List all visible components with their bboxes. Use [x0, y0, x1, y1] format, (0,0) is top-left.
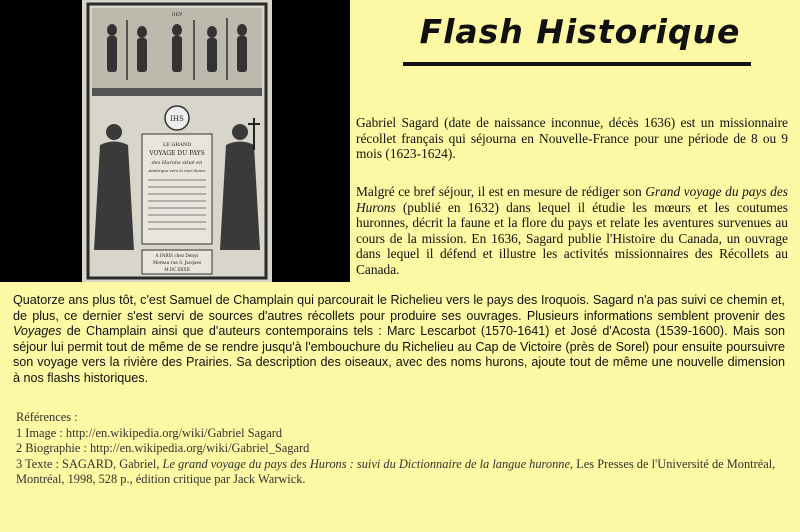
paragraph-grand-voyage: [356, 184, 788, 278]
p2-text-a: Malgré ce bref séjour, il est en mesure de rédiger son: [356, 184, 646, 199]
reference-text-a: 3 Texte : SAGARD, Gabriel,: [16, 456, 163, 471]
imprint-line-1: A PARIS chez Denys: [155, 253, 199, 258]
p3-text-a: Quatorze ans plus tôt, c'est Samuel de Champlain qui parcourait le Richelieu vers le pays des Iroquois. Sagard n'a pas suivi ce chemin et, de plus, ce dernier s'est servi de sources d'autres récollets pour produire ses ouvrages. Plusieurs informations semblent provenir des: [13, 293, 785, 323]
references-heading: Références :: [16, 410, 78, 424]
imprint-line-3: M.DC.XXXII: [164, 267, 190, 272]
top-mark: יהוה: [171, 11, 183, 18]
p2-text-b: (publié en 1632) dans lequel il étudie les mœurs et les coutumes huronnes, décrit la faune et la flore du pays et relate les aventures survenues au cours de la mission. En 1636, Sagard publie l'Histoire du Canada, un ouvrage dans lequel il défend et illustre les activités missionnaires des Récollets au Canada.: [356, 199, 788, 277]
book-title-line-2: VOYAGE DU PAYS: [149, 150, 205, 157]
paragraph-intro: Gabriel Sagard (date de naissance inconnue, décès 1636) est un missionnaire récollet français qui séjourna en Nouvelle-France pour une période de 8 ou 9 mois (1623-1624).: [356, 115, 788, 162]
reference-text-book-title: Le grand voyage du pays des Hurons : suivi du Dictionnaire de la langue huronne: [162, 456, 571, 471]
imprint-line-2: Moreau rue S. Jacques: [152, 260, 202, 265]
reference-image: 1 Image : http://en.wikipedia.org/wiki/Gabriel Sagard: [16, 425, 283, 440]
references-section: [16, 410, 786, 488]
book-title-line-3: des Hurons situé en: [151, 160, 203, 166]
title-underline: [403, 62, 751, 66]
monogram: IHS: [170, 115, 184, 123]
book-title-line-4: Amérique vers la mer douce: [148, 168, 206, 173]
reference-text: [16, 457, 786, 488]
p3-text-b: de Champlain ainsi que d'auteurs contemporains tels : Marc Lescarbot (1570-1641) et José d'Acosta (1539-1600). Mais son séjour lui permit tout de même de se rendre jusqu'à l'embouchure du Richelieu au Cap de Victoire (près de Sorel) pour ensuite poursuivre son voyage vers la rivière des Prairies. Sa description des oiseaux, avec des noms hurons, ajoute tout de même une nouvelle dimension à nos flashs historiques.: [13, 324, 785, 385]
reference-biography: 2 Biographie : http://en.wikipedia.org/wiki/Gabriel_Sagard: [16, 441, 310, 455]
paragraph-champlain: [13, 293, 785, 386]
image-panel: [0, 0, 350, 282]
page-title: Flash Historique: [419, 12, 741, 51]
frontispiece-image: [82, 0, 272, 282]
book-title-line-1: LE GRAND: [162, 142, 192, 148]
reference-text-b: , Les Presses de l'Université de Montréal, Montréal, 1998, 528 p., édition critique par Jack Warwick.: [16, 456, 776, 486]
p2-book-title: Grand voyage du pays des Hurons: [356, 184, 788, 215]
engraving-illustration: [82, 0, 272, 282]
p3-voyages-title: Voyages: [13, 324, 62, 338]
